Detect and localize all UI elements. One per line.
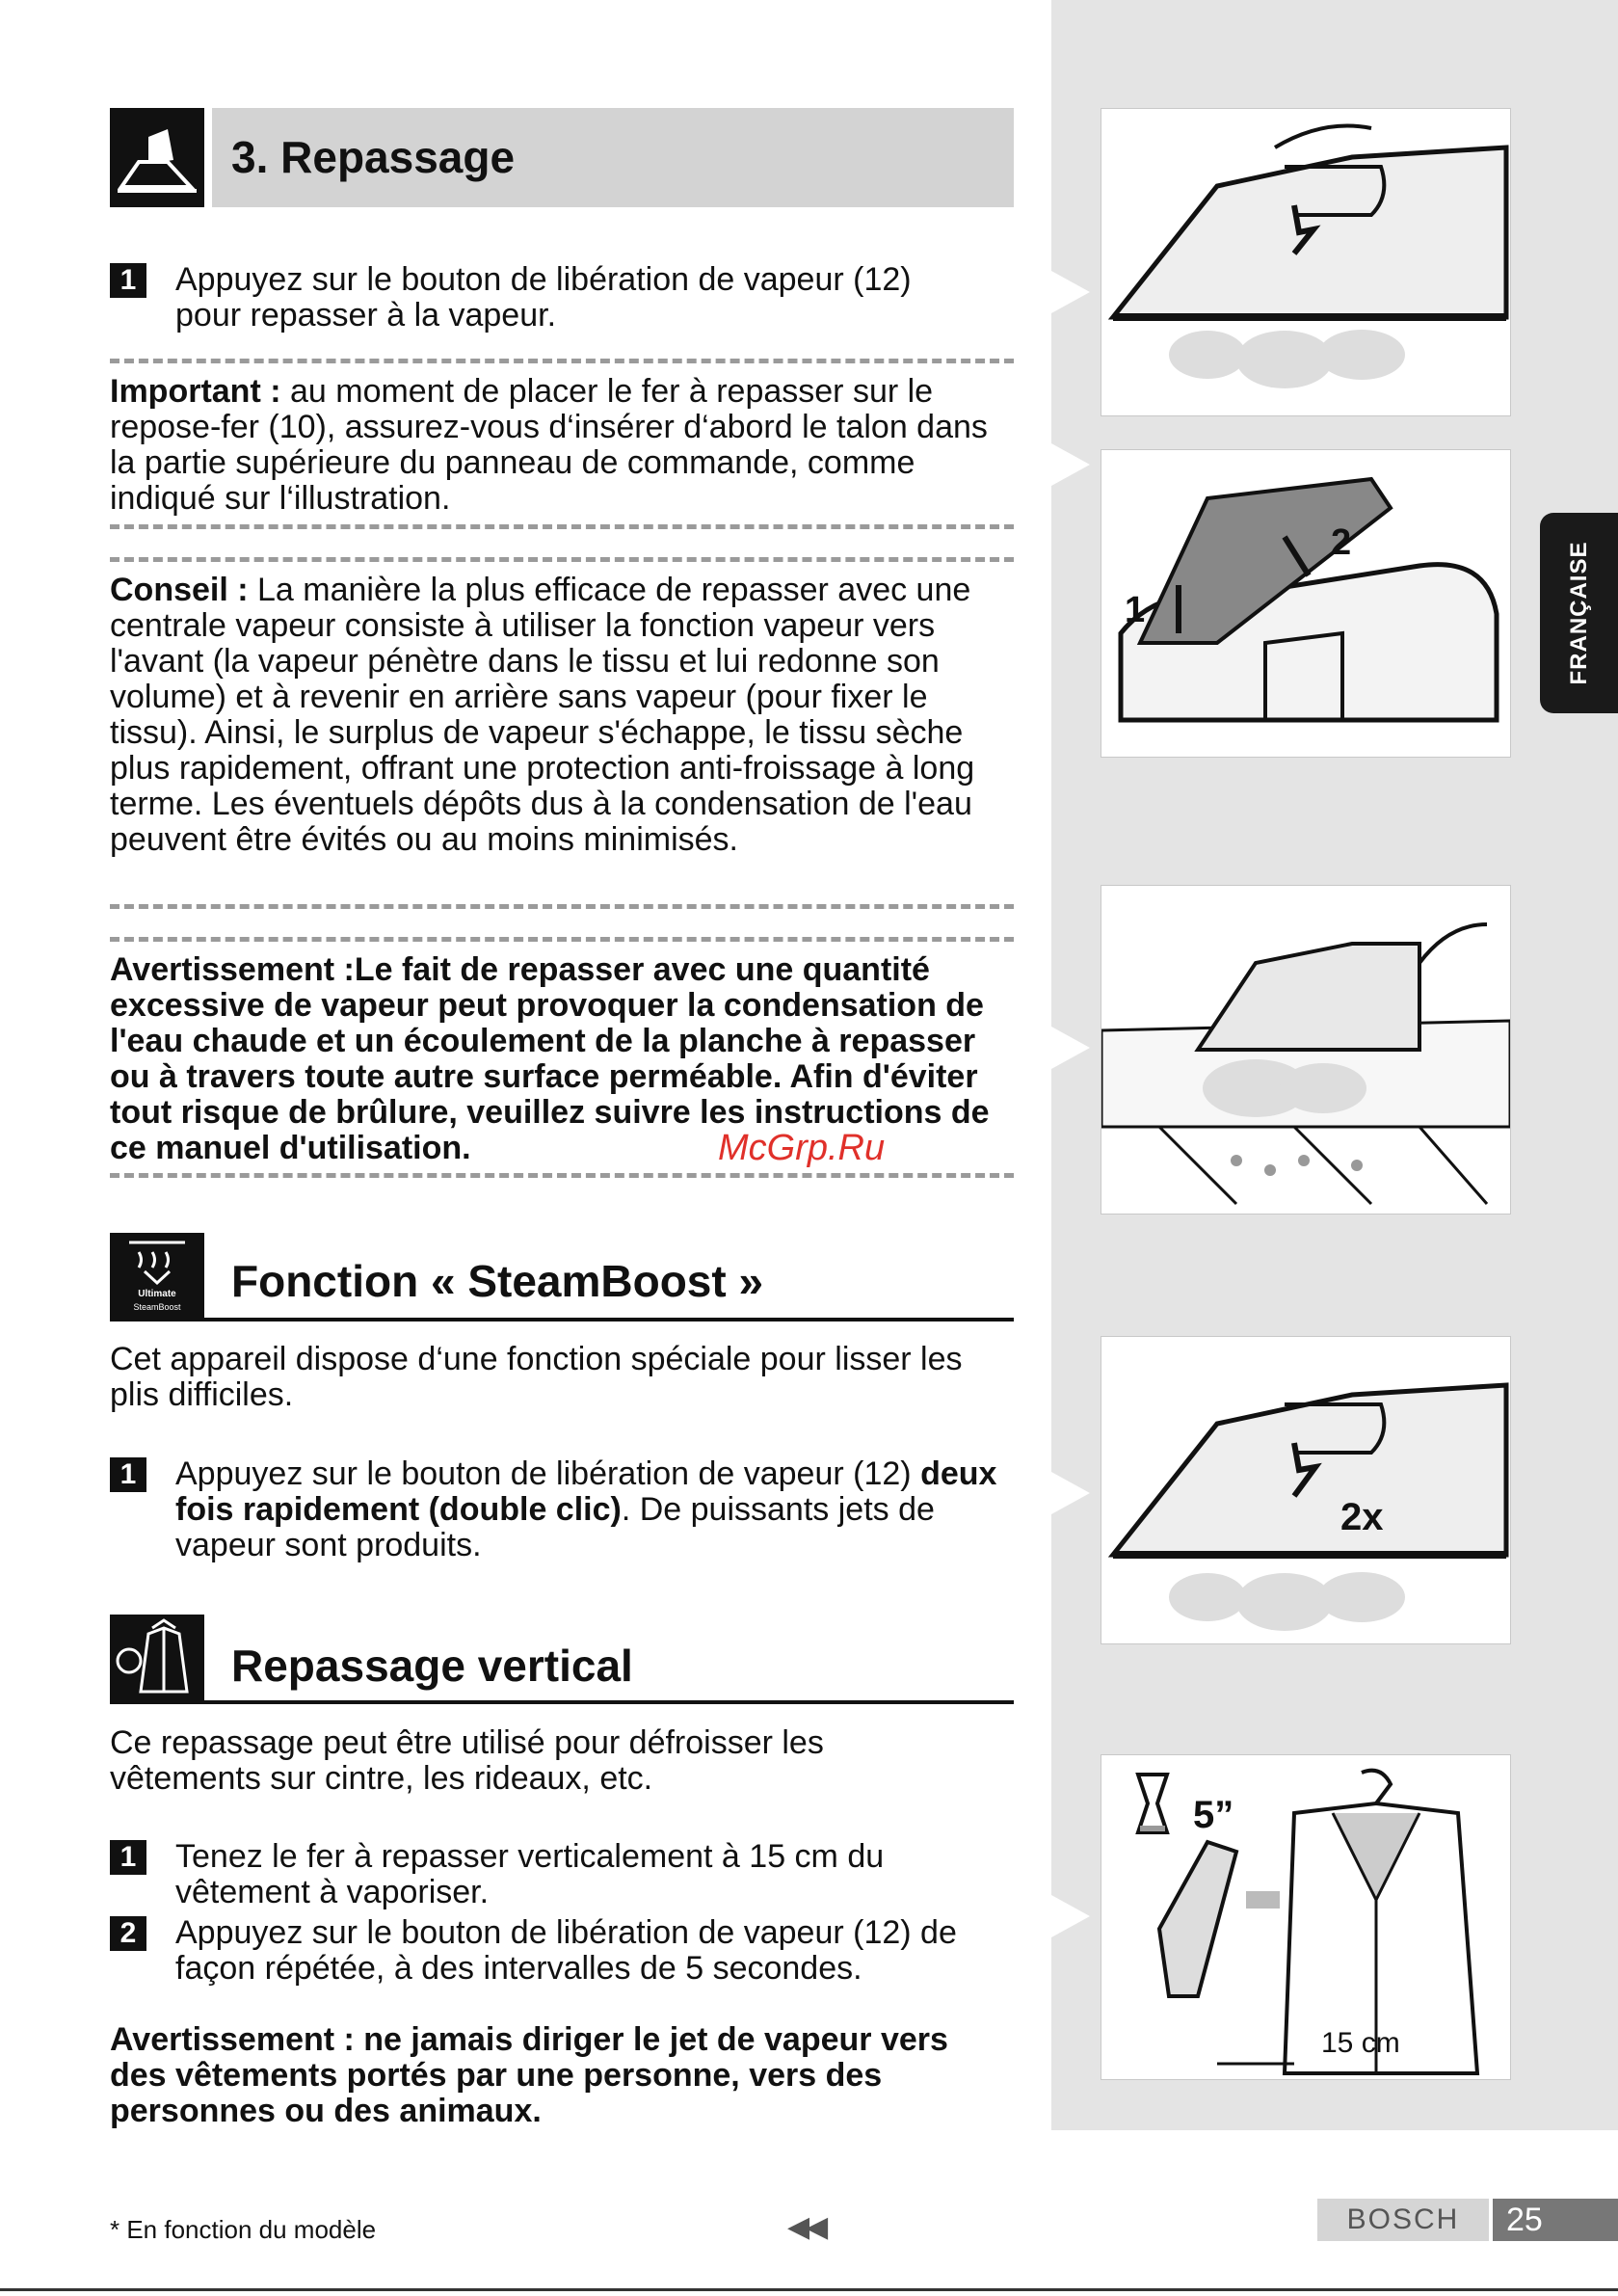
important-text: au moment de placer le fer à repasser sur le repose-fer (10), assurez-vous d‘insérer d‘abord le talon dans la partie supérieure du panneau de commande, comme indiqué sur l‘illustration.	[110, 373, 988, 517]
section-title-vertical: Repassage vertical	[231, 1641, 633, 1691]
vertical-step2-text: Appuyez sur le bouton de libération de vapeur (12) de façon répétée, à des intervalles de 5 secondes.	[175, 1914, 957, 1987]
important-label: Important :	[110, 373, 281, 410]
panel-pointer	[1051, 271, 1090, 313]
step-number: 2	[110, 1916, 146, 1951]
steamboost-step-text	[175, 1456, 1023, 1563]
illustration-step-label: 1	[1125, 590, 1146, 630]
footer-note: * En fonction du modèle	[110, 2215, 377, 2244]
bottom-rule	[0, 2288, 1618, 2291]
panel-pointer	[1051, 1027, 1090, 1069]
section-rule	[110, 1318, 1014, 1322]
divider	[110, 359, 1014, 363]
steamboost-intro: Cet appareil dispose d‘une fonction spéciale pour lisser les plis difficiles.	[110, 1341, 963, 1413]
steamboost-icon	[110, 1233, 204, 1320]
steamboost-icon-sublabel: SteamBoost	[133, 1302, 181, 1312]
language-tab[interactable]	[1540, 513, 1618, 713]
important-note	[110, 374, 1016, 517]
conseil-text: La manière la plus efficace de repasser avec une centrale vapeur consiste à utiliser la fonction vapeur vers l'avant (la vapeur pénètre dans le tissu et lui redonne son volume) et à revenir en arrière sans vapeur (pour fixer le tissu). Ainsi, le surplus de vapeur s'échappe, le tissu sèche plus rapidement, offrant une protection anti-froissage à long terme. Les éventuels dépôts dus à la condensation de l'eau peuvent être évités ou au moins minimisés.	[110, 572, 975, 858]
brand-box	[1317, 2199, 1489, 2241]
illustration-step-label: 2	[1331, 522, 1352, 563]
vertical-step1-text: Tenez le fer à repasser verticalement à 15 cm du vêtement à vaporiser.	[175, 1838, 885, 1910]
double-click-label: 2x	[1340, 1496, 1384, 1538]
divider	[110, 1173, 1014, 1178]
vertical-warning: Avertissement : ne jamais diriger le jet de vapeur vers des vêtements portés par une personne, vers des personnes ou des animaux.	[110, 2021, 948, 2129]
illustration-ironing-board	[1101, 885, 1511, 1215]
vertical-ironing-icon	[110, 1615, 204, 1701]
step-number: 1	[110, 1457, 146, 1492]
illustration-iron-steam	[1101, 108, 1511, 416]
steamboost-step-bold: deux fois rapidement (double clic)	[175, 1455, 997, 1528]
language-tab-label: FRANÇAISE	[1565, 541, 1592, 685]
wait-time-label: 5”	[1193, 1794, 1234, 1836]
steamboost-step-text-a: Appuyez sur le bouton de libération de vapeur (12)	[175, 1455, 921, 1492]
panel-pointer	[1051, 1472, 1090, 1514]
illustration-iron-rest	[1101, 449, 1511, 758]
brand-name: BOSCH	[1346, 2203, 1460, 2235]
steamboost-step-text-b: . De puissants jets de vapeur sont produits.	[175, 1491, 935, 1563]
ironing-icon	[110, 108, 204, 207]
divider	[110, 557, 1014, 562]
conseil-label: Conseil :	[110, 572, 249, 608]
divider	[110, 904, 1014, 909]
panel-pointer	[1051, 443, 1090, 486]
panel-pointer	[1051, 1895, 1090, 1937]
divider	[110, 524, 1014, 529]
divider	[110, 937, 1014, 942]
vertical-intro: Ce repassage peut être utilisé pour défroisser les vêtements sur cintre, les rideaux, etc.	[110, 1724, 824, 1797]
step-number: 1	[110, 263, 146, 298]
steamboost-icon-label: Ultimate	[138, 1289, 176, 1299]
page-number-box	[1493, 2199, 1618, 2241]
step-text: Appuyez sur le bouton de libération de vapeur (12) pour repasser à la vapeur.	[175, 261, 912, 334]
watermark: McGrp.Ru	[718, 1128, 886, 1168]
nav-back-icon[interactable]: ◀◀	[787, 2211, 825, 2243]
section-title-steamboost: Fonction « SteamBoost »	[231, 1256, 764, 1306]
section-title-repassage: 3. Repassage	[231, 132, 516, 182]
conseil-note	[110, 573, 1016, 858]
illustration-steamboost	[1101, 1336, 1511, 1644]
step-number: 1	[110, 1840, 146, 1875]
section-rule	[110, 1700, 1014, 1704]
page-number: 25	[1506, 2202, 1543, 2238]
illustration-vertical-steaming	[1101, 1754, 1511, 2080]
distance-label: 15 cm	[1321, 2027, 1400, 2059]
avertissement-note: Avertissement :Le fait de repasser avec une quantité excessive de vapeur peut provoquer la condensation de l'eau chaude et un écoulement de la planche à repasser ou à travers toute autre surface perméable. Afin d'éviter tout risque de brûlure, veuillez suivre les instructions de ce manuel d'utilisation.	[110, 951, 990, 1166]
